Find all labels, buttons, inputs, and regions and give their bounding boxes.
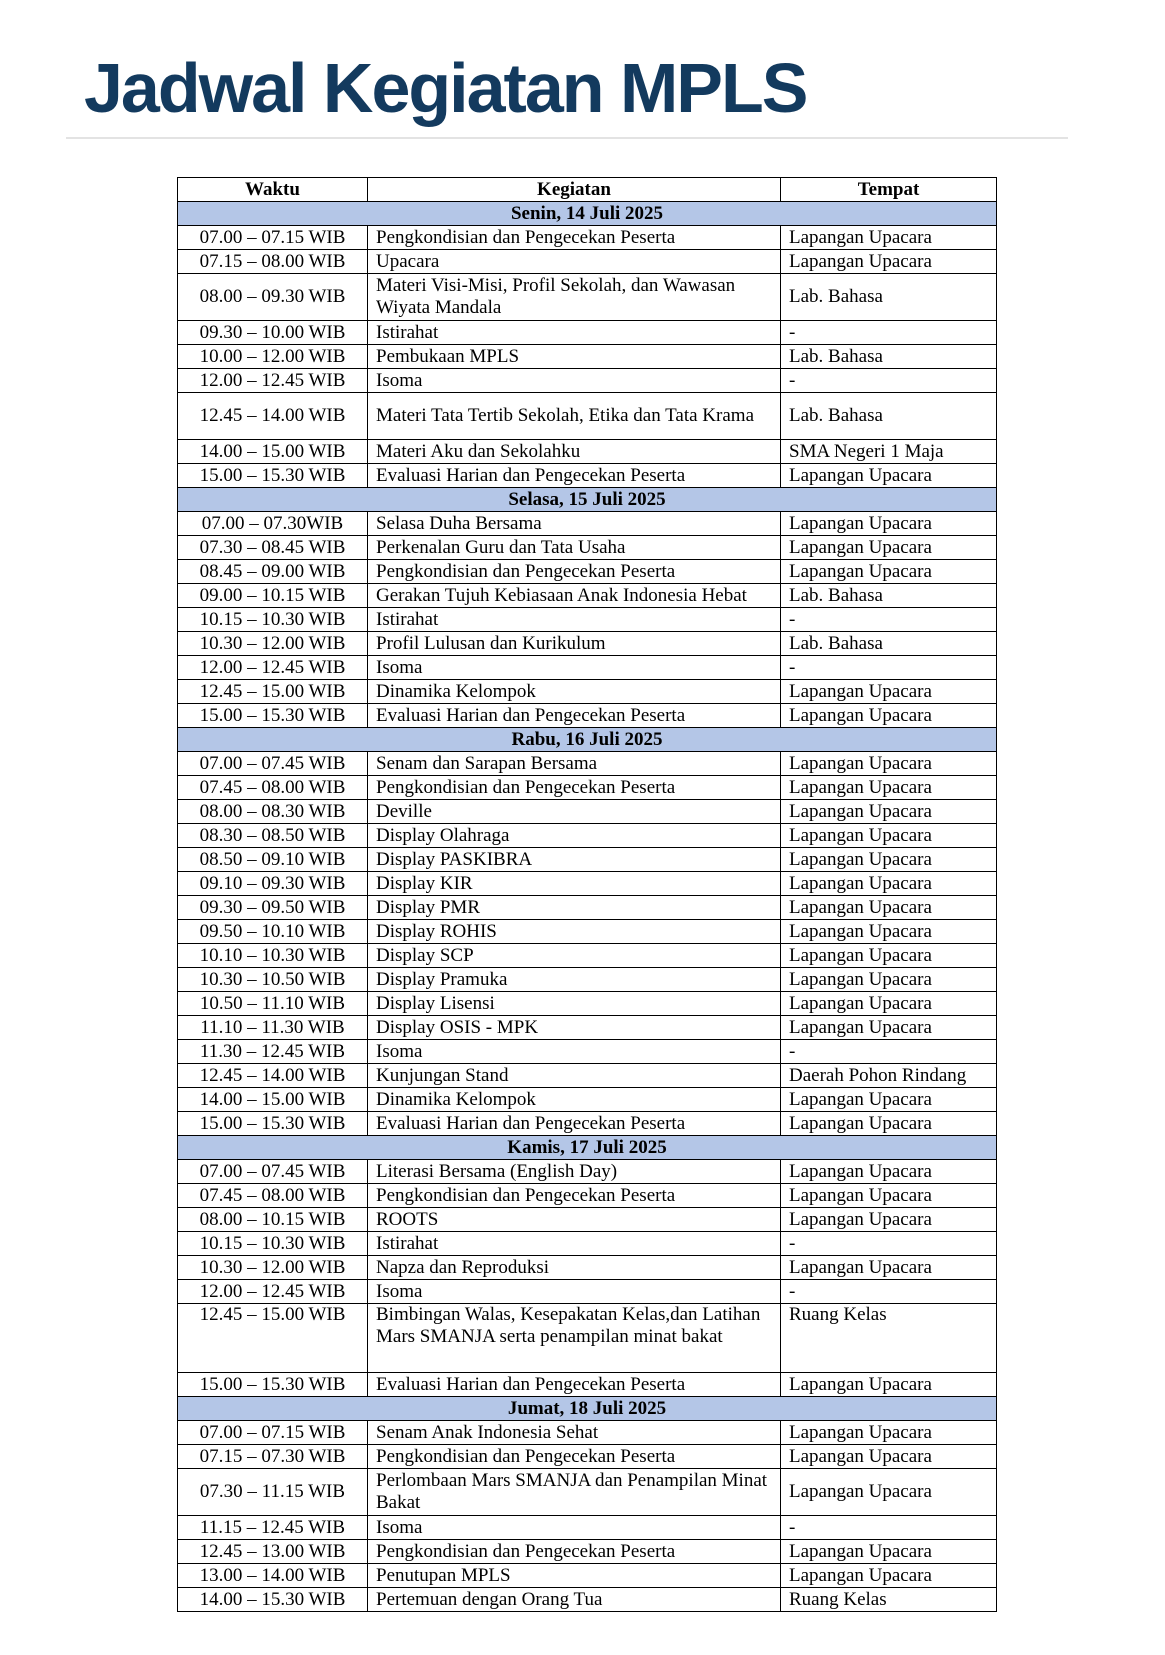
place-cell: Lapangan Upacara xyxy=(781,536,997,560)
activity-cell: Pengkondisian dan Pengecekan Peserta xyxy=(368,1540,781,1564)
table-row xyxy=(178,1016,997,1040)
activity-cell: Display PASKIBRA xyxy=(368,848,781,872)
time-cell: 11.30 – 12.45 WIB xyxy=(178,1040,368,1064)
time-cell: 10.30 – 12.00 WIB xyxy=(178,1256,368,1280)
time-cell: 15.00 – 15.30 WIB xyxy=(178,704,368,728)
activity-cell: Pengkondisian dan Pengecekan Peserta xyxy=(368,560,781,584)
activity-cell: Literasi Bersama (English Day) xyxy=(368,1160,781,1184)
activity-cell: Pengkondisian dan Pengecekan Peserta xyxy=(368,1445,781,1469)
time-cell: 07.00 – 07.30WIB xyxy=(178,512,368,536)
table-row xyxy=(178,704,997,728)
table-row xyxy=(178,1445,997,1469)
time-cell: 09.30 – 10.00 WIB xyxy=(178,321,368,345)
title-divider xyxy=(66,137,1068,139)
place-cell: Lapangan Upacara xyxy=(781,1421,997,1445)
time-cell: 15.00 – 15.30 WIB xyxy=(178,1112,368,1136)
place-cell: Lab. Bahasa xyxy=(781,584,997,608)
activity-cell: Perlombaan Mars SMANJA dan Penampilan Minat Bakat xyxy=(368,1469,781,1516)
activity-cell: Isoma xyxy=(368,369,781,393)
place-cell: Ruang Kelas xyxy=(781,1304,997,1373)
table-row xyxy=(178,560,997,584)
table-row xyxy=(178,1564,997,1588)
time-cell: 07.30 – 08.45 WIB xyxy=(178,536,368,560)
place-cell: Lapangan Upacara xyxy=(781,968,997,992)
time-cell: 12.45 – 15.00 WIB xyxy=(178,680,368,704)
time-cell: 10.00 – 12.00 WIB xyxy=(178,345,368,369)
table-row xyxy=(178,369,997,393)
activity-cell: Penutupan MPLS xyxy=(368,1564,781,1588)
place-cell: SMA Negeri 1 Maja xyxy=(781,440,997,464)
table-row xyxy=(178,1040,997,1064)
place-cell: Lab. Bahasa xyxy=(781,274,997,321)
table-row xyxy=(178,1516,997,1540)
table-row xyxy=(178,1540,997,1564)
time-cell: 10.50 – 11.10 WIB xyxy=(178,992,368,1016)
table-row xyxy=(178,896,997,920)
table-row xyxy=(178,800,997,824)
activity-cell: Evaluasi Harian dan Pengecekan Peserta xyxy=(368,464,781,488)
place-cell: - xyxy=(781,1232,997,1256)
time-cell: 09.10 – 09.30 WIB xyxy=(178,872,368,896)
time-cell: 07.00 – 07.15 WIB xyxy=(178,1421,368,1445)
activity-cell: Upacara xyxy=(368,250,781,274)
place-cell: - xyxy=(781,656,997,680)
activity-cell: Kunjungan Stand xyxy=(368,1064,781,1088)
column-header-time: Waktu xyxy=(178,178,368,202)
time-cell: 12.00 – 12.45 WIB xyxy=(178,369,368,393)
activity-cell: Selasa Duha Bersama xyxy=(368,512,781,536)
place-cell: Lapangan Upacara xyxy=(781,896,997,920)
activity-cell: Pengkondisian dan Pengecekan Peserta xyxy=(368,776,781,800)
place-cell: Ruang Kelas xyxy=(781,1588,997,1612)
time-cell: 11.15 – 12.45 WIB xyxy=(178,1516,368,1540)
activity-cell: Isoma xyxy=(368,1516,781,1540)
table-row xyxy=(178,1208,997,1232)
day-label: Rabu, 16 Juli 2025 xyxy=(178,728,997,752)
time-cell: 07.45 – 08.00 WIB xyxy=(178,1184,368,1208)
day-label: Senin, 14 Juli 2025 xyxy=(178,202,997,226)
time-cell: 07.30 – 11.15 WIB xyxy=(178,1469,368,1516)
place-cell: Lapangan Upacara xyxy=(781,1088,997,1112)
activity-cell: Isoma xyxy=(368,1040,781,1064)
time-cell: 08.00 – 10.15 WIB xyxy=(178,1208,368,1232)
place-cell: Lapangan Upacara xyxy=(781,1540,997,1564)
time-cell: 12.00 – 12.45 WIB xyxy=(178,656,368,680)
time-cell: 12.45 – 15.00 WIB xyxy=(178,1304,368,1373)
table-row xyxy=(178,393,997,440)
place-cell: Lapangan Upacara xyxy=(781,752,997,776)
time-cell: 14.00 – 15.00 WIB xyxy=(178,440,368,464)
time-cell: 08.00 – 08.30 WIB xyxy=(178,800,368,824)
day-header-row xyxy=(178,1136,997,1160)
place-cell: - xyxy=(781,369,997,393)
activity-cell: Deville xyxy=(368,800,781,824)
activity-cell: Pengkondisian dan Pengecekan Peserta xyxy=(368,226,781,250)
time-cell: 11.10 – 11.30 WIB xyxy=(178,1016,368,1040)
activity-cell: Materi Tata Tertib Sekolah, Etika dan Tata Krama xyxy=(368,393,781,440)
place-cell: Lapangan Upacara xyxy=(781,1469,997,1516)
place-cell: Lapangan Upacara xyxy=(781,800,997,824)
table-row xyxy=(178,584,997,608)
time-cell: 15.00 – 15.30 WIB xyxy=(178,464,368,488)
activity-cell: Senam Anak Indonesia Sehat xyxy=(368,1421,781,1445)
place-cell: Lapangan Upacara xyxy=(781,250,997,274)
activity-cell: Display KIR xyxy=(368,872,781,896)
table-row xyxy=(178,274,997,321)
place-cell: Lapangan Upacara xyxy=(781,704,997,728)
place-cell: Lapangan Upacara xyxy=(781,872,997,896)
place-cell: - xyxy=(781,608,997,632)
table-row xyxy=(178,345,997,369)
place-cell: - xyxy=(781,1280,997,1304)
table-row xyxy=(178,1588,997,1612)
day-label: Kamis, 17 Juli 2025 xyxy=(178,1136,997,1160)
time-cell: 09.00 – 10.15 WIB xyxy=(178,584,368,608)
table-row xyxy=(178,1469,997,1516)
place-cell: - xyxy=(781,321,997,345)
table-row xyxy=(178,968,997,992)
place-cell: Lapangan Upacara xyxy=(781,1208,997,1232)
time-cell: 12.45 – 14.00 WIB xyxy=(178,393,368,440)
table-row xyxy=(178,1184,997,1208)
table-row xyxy=(178,1421,997,1445)
schedule-table xyxy=(177,177,997,1612)
time-cell: 08.50 – 09.10 WIB xyxy=(178,848,368,872)
time-cell: 07.00 – 07.15 WIB xyxy=(178,226,368,250)
table-row xyxy=(178,872,997,896)
column-header-activity: Kegiatan xyxy=(368,178,781,202)
place-cell: Lab. Bahasa xyxy=(781,632,997,656)
column-header-place: Tempat xyxy=(781,178,997,202)
time-cell: 10.10 – 10.30 WIB xyxy=(178,944,368,968)
table-row xyxy=(178,1373,997,1397)
day-header-row xyxy=(178,1397,997,1421)
place-cell: Lapangan Upacara xyxy=(781,512,997,536)
place-cell: Lapangan Upacara xyxy=(781,944,997,968)
table-row xyxy=(178,776,997,800)
schedule-body xyxy=(178,202,997,1612)
table-row xyxy=(178,824,997,848)
place-cell: Lapangan Upacara xyxy=(781,1112,997,1136)
activity-cell: Bimbingan Walas, Kesepakatan Kelas,dan Latihan Mars SMANJA serta penampilan minat bakat xyxy=(368,1304,781,1373)
place-cell: Lapangan Upacara xyxy=(781,1564,997,1588)
activity-cell: Materi Aku dan Sekolahku xyxy=(368,440,781,464)
table-row xyxy=(178,1088,997,1112)
time-cell: 08.30 – 08.50 WIB xyxy=(178,824,368,848)
place-cell: Lapangan Upacara xyxy=(781,848,997,872)
activity-cell: Pengkondisian dan Pengecekan Peserta xyxy=(368,1184,781,1208)
table-row xyxy=(178,512,997,536)
table-row xyxy=(178,321,997,345)
place-cell: Lapangan Upacara xyxy=(781,776,997,800)
time-cell: 07.00 – 07.45 WIB xyxy=(178,1160,368,1184)
place-cell: Lapangan Upacara xyxy=(781,824,997,848)
table-row xyxy=(178,752,997,776)
table-row xyxy=(178,1160,997,1184)
table-row xyxy=(178,226,997,250)
place-cell: Lapangan Upacara xyxy=(781,1160,997,1184)
activity-cell: ROOTS xyxy=(368,1208,781,1232)
activity-cell: Display ROHIS xyxy=(368,920,781,944)
time-cell: 07.15 – 07.30 WIB xyxy=(178,1445,368,1469)
table-row xyxy=(178,464,997,488)
activity-cell: Display Lisensi xyxy=(368,992,781,1016)
place-cell: - xyxy=(781,1516,997,1540)
place-cell: Daerah Pohon Rindang xyxy=(781,1064,997,1088)
activity-cell: Evaluasi Harian dan Pengecekan Peserta xyxy=(368,704,781,728)
activity-cell: Gerakan Tujuh Kebiasaan Anak Indonesia Hebat xyxy=(368,584,781,608)
time-cell: 08.00 – 09.30 WIB xyxy=(178,274,368,321)
activity-cell: Napza dan Reproduksi xyxy=(368,1256,781,1280)
activity-cell: Isoma xyxy=(368,656,781,680)
place-cell: Lapangan Upacara xyxy=(781,1184,997,1208)
table-row xyxy=(178,848,997,872)
day-header-row xyxy=(178,728,997,752)
activity-cell: Pembukaan MPLS xyxy=(368,345,781,369)
time-cell: 12.45 – 13.00 WIB xyxy=(178,1540,368,1564)
activity-cell: Isoma xyxy=(368,1280,781,1304)
time-cell: 12.45 – 14.00 WIB xyxy=(178,1064,368,1088)
table-row xyxy=(178,608,997,632)
time-cell: 10.30 – 10.50 WIB xyxy=(178,968,368,992)
activity-cell: Evaluasi Harian dan Pengecekan Peserta xyxy=(368,1373,781,1397)
table-row xyxy=(178,656,997,680)
activity-cell: Display SCP xyxy=(368,944,781,968)
day-header-row xyxy=(178,202,997,226)
place-cell: Lapangan Upacara xyxy=(781,464,997,488)
activity-cell: Display OSIS - MPK xyxy=(368,1016,781,1040)
place-cell: Lapangan Upacara xyxy=(781,1373,997,1397)
table-row xyxy=(178,920,997,944)
activity-cell: Materi Visi-Misi, Profil Sekolah, dan Wawasan Wiyata Mandala xyxy=(368,274,781,321)
table-row xyxy=(178,992,997,1016)
time-cell: 12.00 – 12.45 WIB xyxy=(178,1280,368,1304)
activity-cell: Evaluasi Harian dan Pengecekan Peserta xyxy=(368,1112,781,1136)
activity-cell: Display Pramuka xyxy=(368,968,781,992)
place-cell: Lapangan Upacara xyxy=(781,1445,997,1469)
time-cell: 09.30 – 09.50 WIB xyxy=(178,896,368,920)
time-cell: 07.45 – 08.00 WIB xyxy=(178,776,368,800)
place-cell: Lab. Bahasa xyxy=(781,393,997,440)
place-cell: Lapangan Upacara xyxy=(781,992,997,1016)
table-row xyxy=(178,1256,997,1280)
day-header-row xyxy=(178,488,997,512)
table-row xyxy=(178,250,997,274)
table-row xyxy=(178,632,997,656)
time-cell: 15.00 – 15.30 WIB xyxy=(178,1373,368,1397)
table-row xyxy=(178,1280,997,1304)
table-row xyxy=(178,1232,997,1256)
activity-cell: Perkenalan Guru dan Tata Usaha xyxy=(368,536,781,560)
time-cell: 14.00 – 15.30 WIB xyxy=(178,1588,368,1612)
time-cell: 07.15 – 08.00 WIB xyxy=(178,250,368,274)
activity-cell: Senam dan Sarapan Bersama xyxy=(368,752,781,776)
time-cell: 07.00 – 07.45 WIB xyxy=(178,752,368,776)
time-cell: 09.50 – 10.10 WIB xyxy=(178,920,368,944)
time-cell: 10.30 – 12.00 WIB xyxy=(178,632,368,656)
place-cell: Lapangan Upacara xyxy=(781,1016,997,1040)
table-row xyxy=(178,1112,997,1136)
activity-cell: Profil Lulusan dan Kurikulum xyxy=(368,632,781,656)
activity-cell: Dinamika Kelompok xyxy=(368,680,781,704)
place-cell: Lapangan Upacara xyxy=(781,1256,997,1280)
time-cell: 14.00 – 15.00 WIB xyxy=(178,1088,368,1112)
day-label: Selasa, 15 Juli 2025 xyxy=(178,488,997,512)
table-row xyxy=(178,536,997,560)
activity-cell: Istirahat xyxy=(368,321,781,345)
place-cell: Lapangan Upacara xyxy=(781,920,997,944)
time-cell: 10.15 – 10.30 WIB xyxy=(178,1232,368,1256)
time-cell: 13.00 – 14.00 WIB xyxy=(178,1564,368,1588)
activity-cell: Display PMR xyxy=(368,896,781,920)
time-cell: 10.15 – 10.30 WIB xyxy=(178,608,368,632)
activity-cell: Pertemuan dengan Orang Tua xyxy=(368,1588,781,1612)
activity-cell: Istirahat xyxy=(368,608,781,632)
place-cell: Lapangan Upacara xyxy=(781,680,997,704)
page-title: Jadwal Kegiatan MPLS xyxy=(84,49,807,127)
table-row xyxy=(178,440,997,464)
table-row xyxy=(178,680,997,704)
table-row xyxy=(178,1304,997,1373)
table-row xyxy=(178,1064,997,1088)
place-cell: Lapangan Upacara xyxy=(781,226,997,250)
day-label: Jumat, 18 Juli 2025 xyxy=(178,1397,997,1421)
activity-cell: Dinamika Kelompok xyxy=(368,1088,781,1112)
place-cell: Lab. Bahasa xyxy=(781,345,997,369)
activity-cell: Display Olahraga xyxy=(368,824,781,848)
place-cell: Lapangan Upacara xyxy=(781,560,997,584)
place-cell: - xyxy=(781,1040,997,1064)
table-row xyxy=(178,944,997,968)
time-cell: 08.45 – 09.00 WIB xyxy=(178,560,368,584)
activity-cell: Istirahat xyxy=(368,1232,781,1256)
table-header-row xyxy=(178,178,997,202)
